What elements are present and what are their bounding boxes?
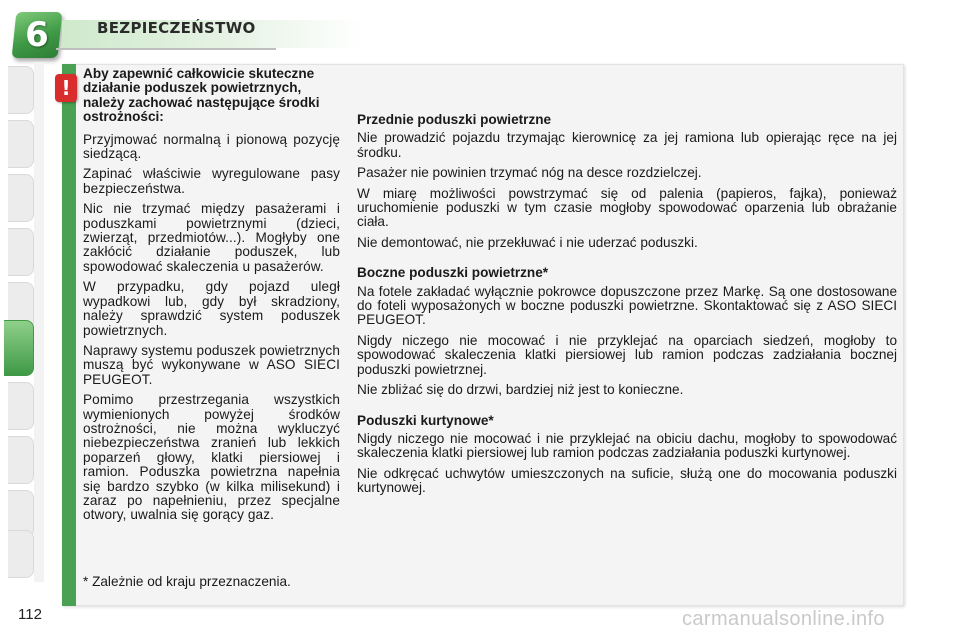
paragraph: Pomimo przestrzegania wszystkich wymienionych powyżej środków ostrożności, nie można wykluczyć niebezpieczeństwa zranień lub lekkich poparzeń głowy, klatki piersiowej i ramion. Poduszka powietrzna napełnia się bardzo szybko (w kilka milisekund) i zaraz po napełnieniu, przez specjalne otwory, uwalnia się gorący gaz. xyxy=(83,392,340,523)
section-heading: Boczne poduszki powietrzne* xyxy=(357,265,549,281)
warning-icon: ! xyxy=(55,74,77,102)
chapter-tab-2[interactable] xyxy=(8,120,34,168)
paragraph: Nie prowadzić pojazdu trzymając kierownicę za jej ramiona lub opierając ręce na jej środku. xyxy=(357,130,897,160)
header-divider xyxy=(56,48,276,50)
chapter-tab-3[interactable] xyxy=(8,174,34,222)
section-curtain-airbags xyxy=(357,414,897,496)
panel-accent-strip xyxy=(62,64,76,606)
paragraph: Zapinać właściwie wyregulowane pasy bezpieczeństwa. xyxy=(83,166,340,196)
paragraph: Nie demontować, nie przekłuwać i nie uderzać poduszki. xyxy=(357,234,698,250)
page-title: BEZPIECZEŃSTWO xyxy=(97,19,256,37)
paragraph: Nic nie trzymać między pasażerami i poduszkami powietrznymi (dzieci, zwierząt, przedmiotów...). Mogłyby one zakłócić działanie poduszek, lub spowodować skaleczenia u pasażerów. xyxy=(83,201,340,274)
chapter-tab-7[interactable] xyxy=(8,382,34,430)
watermark: carmanualsonline.info xyxy=(682,608,885,630)
paragraph: Nie zbliżać się do drzwi, bardziej niż jest to konieczne. xyxy=(357,382,684,398)
paragraph: Nie odkręcać uchwytów umieszczonych na suficie, służą one do mocowania poduszki kurtynowej. xyxy=(357,465,897,496)
chapter-tab-8[interactable] xyxy=(8,436,34,484)
paragraph: W miarę możliwości powstrzymać się od palenia (papieros, fajka), ponieważ uruchomienie poduszki w tym czasie mogłoby spowodować oparzenia lub obrażanie ciała. xyxy=(357,185,897,230)
chapter-number: 6 xyxy=(25,15,49,55)
chapter-tab-1[interactable] xyxy=(8,66,34,114)
paragraph: Nigdy niczego nie mocować i nie przyklejać na oparciach siedzeń, mogłoby to spowodować skaleczenia klatki piersiowej lub ramion podczas zadziałania bocznej poduszki powietrznej. xyxy=(357,332,897,377)
paragraph: Na fotele zakładać wyłącznie pokrowce dopuszczone przez Markę. Są one dostosowane do foteli wyposażonych w boczne poduszki powietrzne. Skontaktować się z ASO SIECI PEUGEOT. xyxy=(357,283,897,328)
right-column xyxy=(357,113,897,502)
paragraph: Przyjmować normalną i pionową pozycję siedzącą. xyxy=(83,131,340,162)
chapter-tab-10[interactable] xyxy=(8,530,34,578)
footnote: * Zależnie od kraju przeznaczenia. xyxy=(83,574,291,589)
page-number: 112 xyxy=(18,606,42,623)
paragraph: W przypadku, gdy pojazd uległ wypadkowi lub, gdy był skradziony, należy sprawdzić system poduszek powietrznych. xyxy=(83,279,340,338)
left-column xyxy=(83,67,340,529)
section-side-airbags xyxy=(357,266,897,397)
paragraph: Pasażer nie powinien trzymać nóg na desce rozdzielczej. xyxy=(357,165,702,181)
paragraph: Nigdy niczego nie mocować i nie przyklejać na obiciu dachu, mogłoby to spowodować skaleczenia klatki piersiowej lub ramion podczas zadziałania poduszki kurtynowej. xyxy=(357,430,897,461)
section-heading: Poduszki kurtynowe* xyxy=(357,412,494,428)
chapter-tab-6-active[interactable] xyxy=(4,320,34,376)
margin-rail xyxy=(34,62,44,582)
section-front-airbags xyxy=(357,113,897,250)
paragraph: Naprawy systemu poduszek powietrznych muszą być wykonywane w ASO SIECI PEUGEOT. xyxy=(83,342,340,387)
chapter-tab-4[interactable] xyxy=(8,228,34,276)
precautions-heading: Aby zapewnić całkowicie skuteczne działanie poduszek powietrznych, należy zachować następujące środki ostrożności: xyxy=(83,66,320,125)
section-heading: Przednie poduszki powietrzne xyxy=(357,112,552,127)
